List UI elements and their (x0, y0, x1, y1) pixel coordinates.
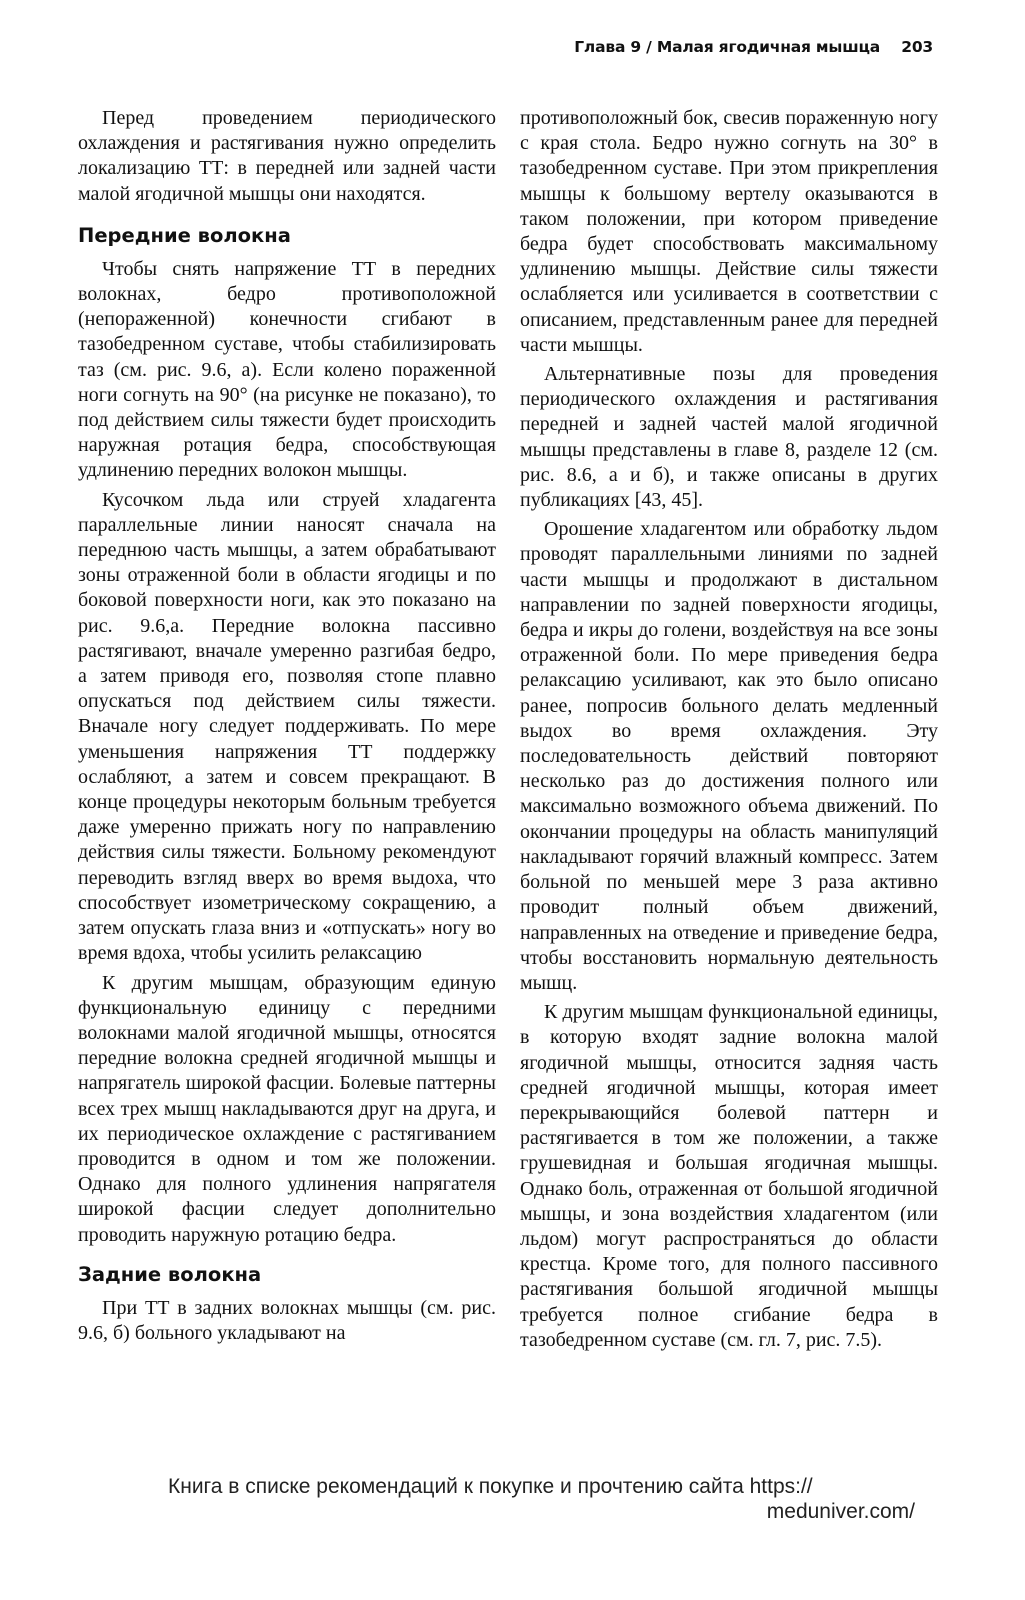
running-header (574, 38, 933, 56)
body-paragraph: Чтобы снять напряжение ТТ в передних волокнах, бедро противоположной (непораженной) конечности сгибают в тазобедренном суставе, чтобы стабилизировать таз (см. рис. 9.6, а). Если колено пораженной ноги согнуть на 90° (на рисунке не показано), то под действием силы тяжести будет происходить наружная ротация бедра, способствующая удлинению передних волокон мышцы. (78, 257, 496, 482)
body-paragraph: Альтернативные позы для проведения периодического охлаждения и растягивания передней и задней частей малой ягодичной мышцы представлены в главе 8, разделе 12 (см. рис. 8.6, а и б), и также описаны в других публикациях [43, 45]. (520, 363, 938, 512)
body-paragraph: При ТТ в задних волокнах мышцы (см. рис. 9.6, б) больного укладывают на (78, 1296, 496, 1344)
intro-paragraph: Перед проведением периодического охлаждения и растягивания нужно определить локализацию ТТ: в передней или задней части малой ягодичной мышцы они находятся. (78, 107, 496, 205)
chapter-title: Глава 9 / Малая ягодичная мышца (574, 38, 881, 56)
page-number: 203 (901, 38, 933, 56)
footer-note (140, 1474, 915, 1524)
body-paragraph: Кусочком льда или струей хладагента параллельные линии наносят сначала на переднюю часть мышцы, а затем обрабатывают зоны отраженной боли в области ягодицы и по боковой поверхности ноги, как это показано на рис. 9.6,а. Передние волокна пассивно растягивают, вначале умеренно разгибая бедро, а затем приводя его, позволяя стопе плавно опускаться под действием силы тяжести. Вначале ногу следует поддерживать. По мере уменьшения напряжения ТТ поддержку ослабляют, а затем и совсем прекращают. В конце процедуры некоторым больным требуется даже умеренно прижать ногу по направлению действия силы тяжести. Больному рекомендуют переводить взгляд вверх во время выдоха, что способствует изометрическому сокращению, а затем опускать глаза вниз и «отпускать» ногу во время вдоха, чтобы усилить релаксацию (78, 488, 496, 965)
anterior-fibers-heading: Передние волокна (78, 223, 291, 247)
right-column (520, 106, 938, 1357)
continued-paragraph: противоположный бок, свесив пораженную ногу с края стола. Бедро нужно согнуть на 30° в тазобедренном суставе. При этом прикрепления мышцы к большому вертелу оказываются в таком положении, при котором приведение бедра будет способствовать максимальному удлинению мышцы. Действие силы тяжести ослабляется или усиливается в соответствии с описанием, представленным ранее для передней части мышцы. (520, 107, 938, 356)
footer-line-2: meduniver.com/ (766, 1500, 915, 1523)
body-paragraph: К другим мышцам, образующим единую функциональную единицу с передними волокнами малой ягодичной мышцы, относятся передние волокна средней ягодичной мышцы и напрягатель широкой фасции. Болевые паттерны всех трех мышц накладываются друг на друга, и их периодическое охлаждение с растягиванием проводится в одном и том же положении. Однако для полного удлинения напрягателя широкой фасции следует дополнительно проводить наружную ротацию бедра. (78, 971, 496, 1246)
body-paragraph: Орошение хладагентом или обработку льдом проводят параллельными линиями по задней части мышцы и продолжают в дистальном направлении по задней поверхности ягодицы, бедра и икры до голени, воздействуя на все зоны отраженной боли. По мере приведения бедра релаксацию усиливают, как это было описано ранее, попросив больного делать медленный выдох во время охлаждения. Эту последовательность действий повторяют несколько раз до достижения полного или максимально возможного объема движений. По окончании процедуры на область манипуляций накладывают горячий влажный компресс. Затем больной по меньшей мере 3 раза активно проводит полный объем движений, направленных на отведение и приведение бедра, чтобы восстановить нормальную деятельность мышц. (520, 518, 938, 994)
footer-line-1: Книга в списке рекомендаций к покупке и прочтению сайта https:// (168, 1475, 813, 1498)
body-paragraph: К другим мышцам функциональной единицы, в которую входят задние волокна малой ягодичной мышцы, относится задняя часть средней ягодичной мышцы, которая имеет перекрывающийся болевой паттерн и растягивается в том же положении, а также грушевидная и большая ягодичная мышцы. Однако боль, отраженная от большой ягодичной мышцы, и зона воздействия хладагентом (или льдом) могут распространяться до области крестца. Кроме того, для полного пассивного растягивания большой ягодичной мышцы требуется полное сгибание бедра в тазобедренном суставе (см. гл. 7, рис. 7.5). (520, 1001, 938, 1351)
posterior-fibers-heading: Задние волокна (78, 1262, 262, 1286)
left-column (78, 106, 496, 1350)
